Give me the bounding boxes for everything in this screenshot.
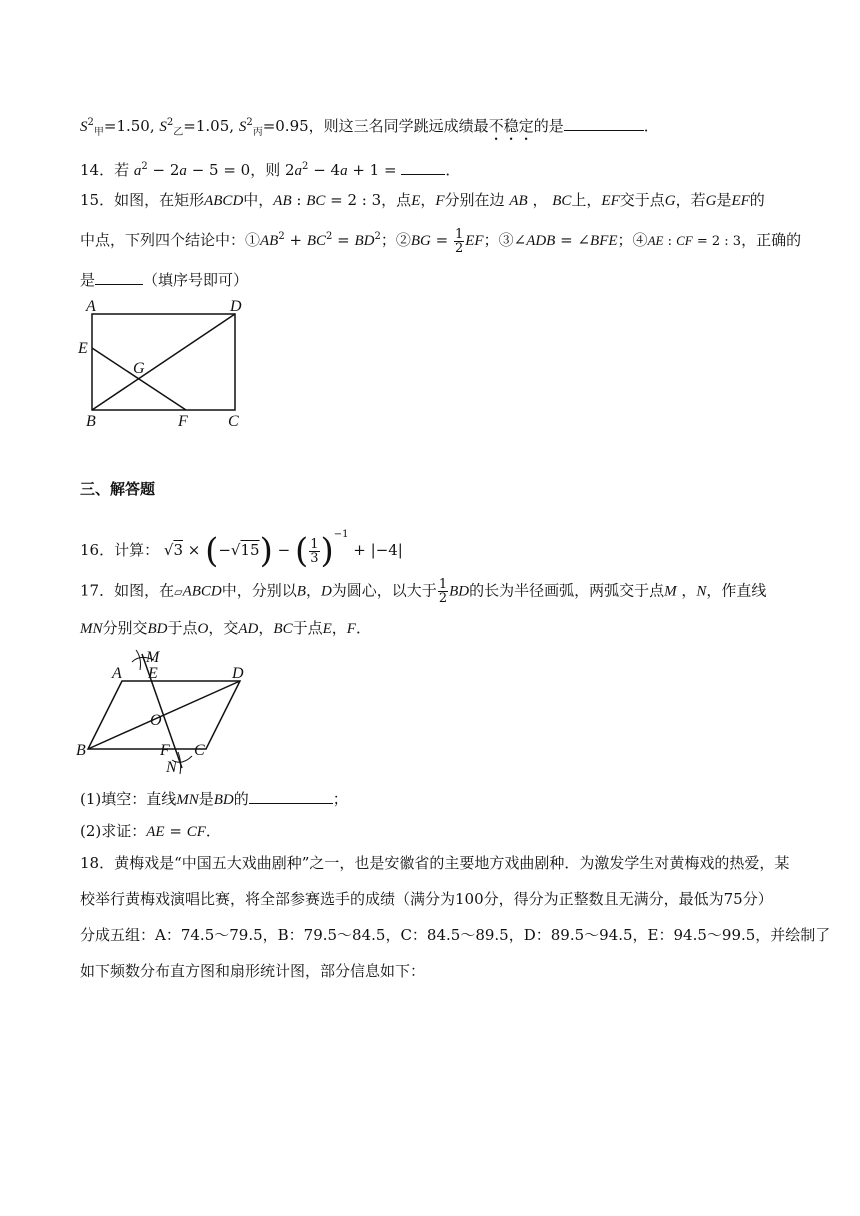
rectangle-figure xyxy=(74,296,254,430)
q16-line: 16．计算： √3 × (−√15) − ( $\frac{1}{3}$ )$^{-1}$ + |−4| xyxy=(80,529,403,571)
variance-sub-c: 丙 xyxy=(252,127,263,138)
question-number: 16． xyxy=(80,541,115,559)
text: 是 xyxy=(80,271,96,289)
variance-a: 1.50 xyxy=(116,117,150,135)
label-f: F xyxy=(160,742,170,759)
question-number: 15． xyxy=(80,191,115,209)
answer-blank[interactable] xyxy=(95,268,143,285)
label-d: D xyxy=(232,665,244,682)
text: 如图，在 xyxy=(114,581,175,600)
q14-line: 14．若 $a^2 - 2a - 5 = 0$，则 $2a^2 - 4a + 1$ = ． xyxy=(80,156,460,182)
text: 分别在边 xyxy=(444,191,505,209)
text: 中点，下列四个结论中：① xyxy=(80,231,261,249)
text: 黄梅戏是“中国五大戏曲剧种”之一，也是安徽省的主要地方戏曲剧种．为激发学生对黄梅戏的热爱，某 xyxy=(114,854,790,872)
text: ；③ xyxy=(483,231,514,249)
text: 于点 xyxy=(292,619,323,637)
q18-line-3: 分成五组：A：74.5～79.5，B：79.5～84.5，C：84.5～89.5，D：89.5～94.5，E：94.5～99.5，并绘制了 xyxy=(80,926,831,944)
section-heading: 三、解答题 xyxy=(80,480,156,498)
parallelogram-figure xyxy=(74,648,264,776)
q14-prefix: 若 xyxy=(114,161,130,179)
q18-line-1 xyxy=(80,852,789,874)
text: 中， xyxy=(243,191,274,209)
text: ，正确的 xyxy=(741,231,802,249)
q17-line-1: 17．如图，在▱ABCD中，分别以B，D为圆心，以大于 $\frac{1}{2}$ BD的长为半径画弧，两弧交于点M ，N，作直线 xyxy=(80,577,767,606)
q17-part-1: (1)填空：直线MN是BD的 ； xyxy=(80,787,348,811)
question-number: 14． xyxy=(80,161,115,179)
q14-mid: ，则 xyxy=(250,161,281,179)
text: 是 xyxy=(716,191,732,209)
text: 是 xyxy=(198,790,214,808)
arc-m2 xyxy=(136,650,141,670)
text: ，点 xyxy=(381,191,412,209)
q18-line-2: 校举行黄梅戏演唱比赛，将全部参赛选手的成绩（满分为100分，得分为正整数且无满分，最低为75分） xyxy=(80,890,773,908)
question-number: 17． xyxy=(80,581,115,600)
label-b: B xyxy=(76,742,86,759)
text: ；④ xyxy=(617,231,648,249)
variance-sub-b: 乙 xyxy=(173,127,184,138)
answer-blank[interactable] xyxy=(401,158,445,175)
text: 于点 xyxy=(167,619,198,637)
q17-line-2: MN分别交BD于点O，交AD，BC于点E，F． xyxy=(80,619,371,637)
q17-part-2: (2)求证：AE = CF． xyxy=(80,822,221,840)
text: 上， xyxy=(571,191,602,209)
label-c: C xyxy=(228,413,239,430)
text: 如图，在矩形 xyxy=(114,191,205,209)
arc-n2 xyxy=(178,752,181,774)
label-d: D xyxy=(230,298,242,315)
label-a: A xyxy=(86,298,96,315)
label-c: C xyxy=(194,742,205,759)
text: 的 xyxy=(233,790,249,808)
text: ，交 xyxy=(208,619,239,637)
label-o: O xyxy=(150,712,162,729)
answer-blank[interactable] xyxy=(564,114,644,131)
text: 分别交 xyxy=(102,619,148,637)
q15-line-1: 15．如图，在矩形ABCD中，AB : BC = 2 : 3，点E，F分别在边 AB ， BC上，EF交于点G，若G是EF的 xyxy=(80,191,765,209)
q18-line-4: 如下频数分布直方图和扇形统计图，部分信息如下： xyxy=(80,962,426,980)
label-g: G xyxy=(133,360,145,377)
text: 中，分别以 xyxy=(221,581,297,600)
text: 的长为半径画弧，两弧交于点 xyxy=(469,581,665,600)
label-b: B xyxy=(86,413,96,430)
label-f: F xyxy=(178,413,188,430)
variance-c: 0.95 xyxy=(275,117,309,135)
label-n: N xyxy=(166,759,177,776)
q15-line-2: 中点，下列四个结论中：$①AB^2 + BC^2 = BD^2$；②BG = $\frac{1}{2}$ EF；③∠ADB = ∠BFE；④AE : CF = 2 : 3，正确的 xyxy=(80,226,802,256)
label-e: E xyxy=(78,340,88,357)
question-number: 18． xyxy=(80,854,115,872)
label-e: E xyxy=(148,665,158,682)
text: ，若 xyxy=(675,191,706,209)
q15-line-3 xyxy=(80,268,248,291)
text: (1)填空：直线 xyxy=(80,790,177,808)
text: 的 xyxy=(749,191,765,209)
variance-sub-a: 甲 xyxy=(93,127,104,138)
text: (2)求证： xyxy=(80,822,147,840)
q13-line: $S^2_甲=1.50$, $S^2_乙=1.05$, $S^2_丙=0.95$，则这三名同学跳远成绩最不稳定的是 ． xyxy=(80,112,659,144)
label-m: M xyxy=(146,649,160,666)
q13-emphasis: 不稳定 xyxy=(488,117,534,135)
q13-text2: 的是 xyxy=(533,117,564,135)
q16-label: 计算： xyxy=(114,541,160,559)
q13-text: ，则这三名同学跳远成绩最 xyxy=(308,117,489,135)
text: 为圆心，以大于 xyxy=(331,581,437,600)
text: （填序号即可） xyxy=(143,271,249,289)
variance-b: 1.05 xyxy=(195,117,230,135)
text: 交于点 xyxy=(619,191,665,209)
label-a: A xyxy=(112,665,122,682)
text: ；② xyxy=(380,231,411,249)
answer-blank[interactable] xyxy=(249,787,333,804)
text: ，作直线 xyxy=(706,581,767,600)
